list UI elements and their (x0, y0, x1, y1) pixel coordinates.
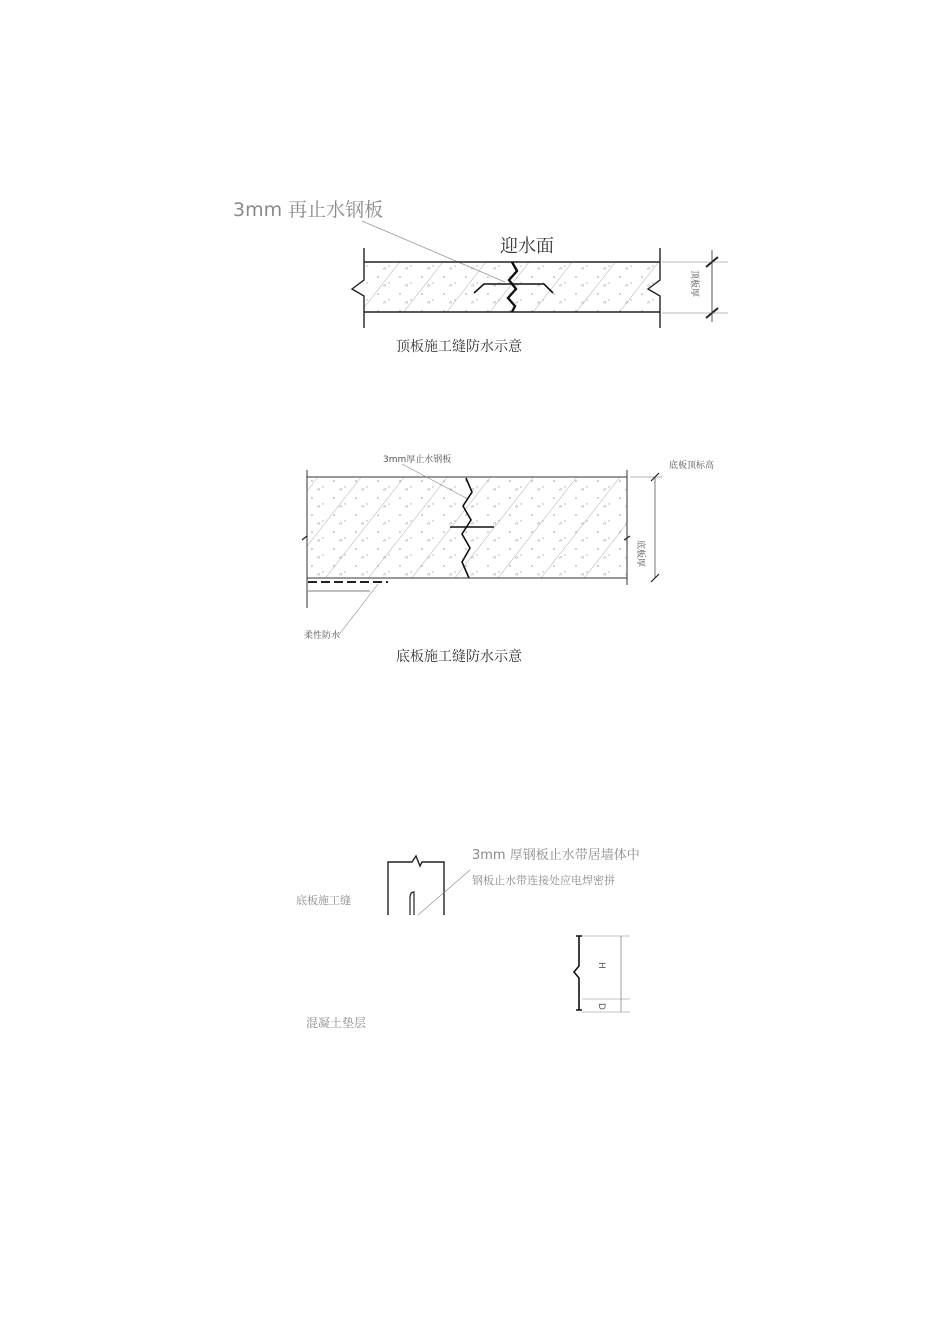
fig1-slab-aggregate (364, 262, 660, 312)
fig2-leader-membrane (338, 584, 378, 636)
fig2-plate-label: 3mm厚止水钢板 (383, 455, 452, 465)
fig2-break-left (302, 536, 307, 540)
fig3-plate-note: 3mm 厚钢板止水带居墙体中 (472, 848, 640, 863)
fig3-cushion-label: 混凝土垫层 (306, 1016, 367, 1030)
fig1-water-face-label: 迎水面 (500, 236, 554, 257)
fig1-plate-label: 3mm 再止水钢板 (233, 199, 384, 221)
fig3-waterstop-hook (410, 892, 414, 915)
fig1-caption: 顶板施工缝防水示意 (396, 339, 522, 355)
fig2-level-label: 底板顶标高 (669, 461, 715, 471)
fig3-wall-outline (388, 856, 444, 915)
fig3-dim-h: H (596, 962, 606, 969)
fig2-membrane-label: 柔性防水 (304, 631, 341, 641)
fig1-thickness-mark: 顶板厚 (689, 270, 699, 298)
figure-roof-slab (233, 199, 728, 355)
figure-base-slab (302, 453, 714, 665)
fig3-dim-d: D (596, 1003, 606, 1010)
figure-waterstop-detail (296, 847, 640, 1030)
fig3-joint-label: 底板施工缝 (296, 894, 351, 907)
fig2-caption: 底板施工缝防水示意 (396, 649, 522, 665)
fig1-break-left (352, 248, 364, 328)
fig3-weld-note: 钢板止水带连接处应电焊密拼 (472, 874, 615, 887)
fig2-thickness-label: 底板厚 (635, 540, 645, 568)
fig3-wall-section (574, 936, 582, 1010)
